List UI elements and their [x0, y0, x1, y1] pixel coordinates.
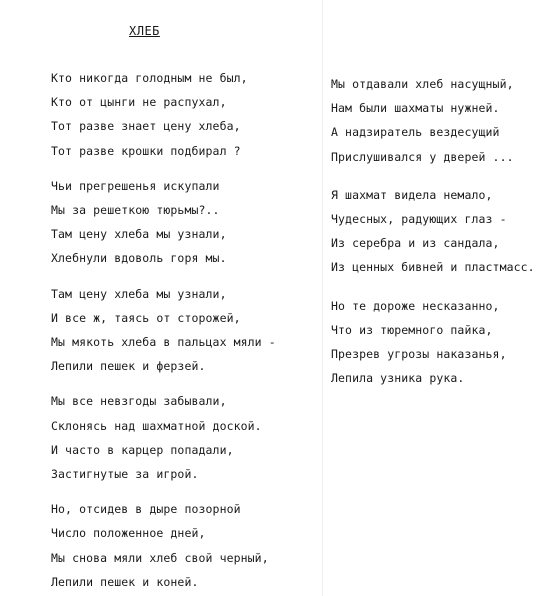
stanza [331, 72, 536, 169]
stanza [331, 183, 536, 280]
verse-line: И часто в карцер попадали, [51, 442, 234, 457]
verse-line: Хлебнули вдоволь горя мы. [51, 251, 227, 266]
verse-line: Из серебра и из сандала, [331, 236, 500, 251]
verse-line: Но, отсидев в дыре позорной [51, 502, 241, 517]
verse-line: Из ценных бивней и пластмасс. [331, 260, 535, 275]
verse-line: Там цену хлеба мы узнали, [51, 227, 227, 242]
stanza [51, 497, 311, 594]
verse-line: Лепили пешек и коней. [51, 574, 199, 589]
verse-line: Но те дороже несказанно, [331, 298, 500, 313]
verse-line: Лепили пешек и ферзей. [51, 359, 206, 374]
poem-title: ХЛЕБ [129, 24, 160, 38]
verse-line: Прислушивался у дверей ... [331, 149, 514, 164]
verse-line: Мы отдавали хлеб насущный, [331, 77, 514, 91]
stanza [51, 174, 311, 271]
verse-line: Мы все невзгоды забывали, [51, 394, 227, 409]
verse-line: Там цену хлеба мы узнали, [51, 286, 227, 301]
page-fold-shadow [322, 0, 323, 596]
verse-line: Лепила узника рука. [331, 371, 465, 386]
stanza [331, 294, 536, 391]
verse-line: А надзиратель вездесущий [331, 125, 500, 140]
verse-line: Тот разве знает цену хлеба, [51, 119, 241, 134]
verse-line: Нам были шахматы нужней. [331, 101, 500, 116]
verse-line: Застигнутые за игрой. [51, 467, 199, 482]
stanza [51, 282, 311, 379]
verse-line: Кто никогда голодным не был, [51, 71, 248, 85]
verse-line: И все ж, таясь от сторожей, [51, 310, 241, 325]
verse-line: Чудесных, радующих глаз - [331, 212, 507, 227]
verse-line: Мы за решеткою тюрьмы?.. [51, 203, 220, 218]
stanza [51, 66, 311, 163]
verse-line: Я шахмат видела немало, [331, 187, 493, 202]
verse-line: Кто от цынги не распухал, [51, 95, 227, 110]
right-column [331, 72, 536, 390]
verse-line: Мы мякоть хлеба в пальцах мяли - [51, 335, 276, 350]
verse-line: Число положенное дней, [51, 526, 206, 541]
verse-line: Мы снова мяли хлеб свой черный, [51, 550, 269, 565]
verse-line: Склонясь над шахматной доской. [51, 418, 262, 433]
stanza [51, 389, 311, 486]
verse-line: Что из тюремного пайка, [331, 322, 493, 337]
verse-line: Тот разве крошки подбирал ? [51, 143, 241, 158]
verse-line: Презрев угрозы наказанья, [331, 347, 507, 362]
verse-line: Чьи прегрешенья искупали [51, 178, 220, 193]
left-column [51, 66, 311, 594]
